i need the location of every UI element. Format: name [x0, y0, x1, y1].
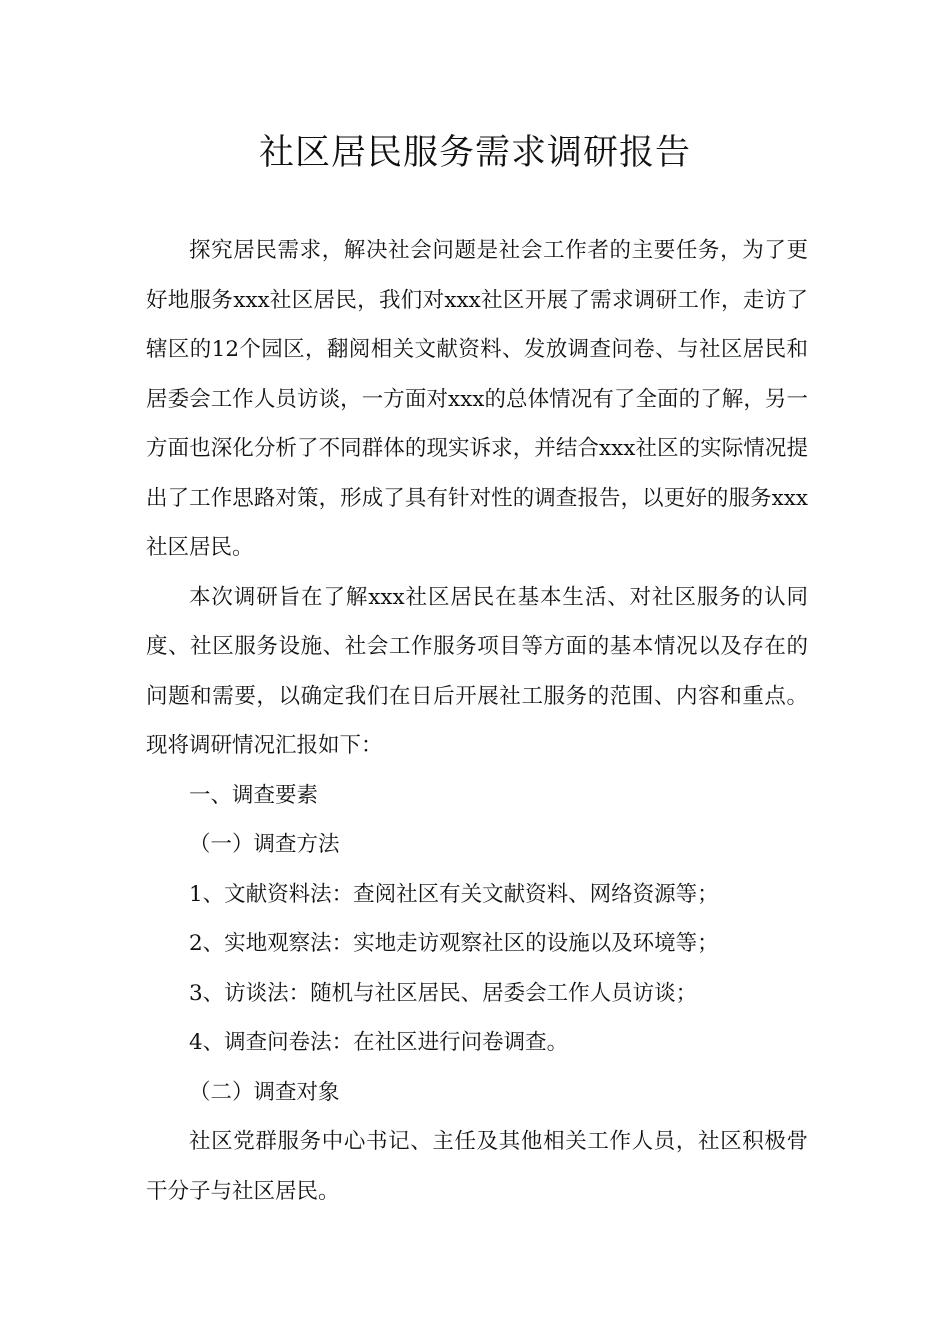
list-item-method-3: 3、访谈法：随机与社区居民、居委会工作人员访谈； — [189, 980, 698, 1006]
document-title: 社区居民服务需求调研报告 — [258, 133, 691, 173]
list-item-method-4: 4、调查问卷法：在社区进行问卷调查。 — [189, 1030, 569, 1055]
paragraph-subjects: 社区党群服务中心书记、主任及其他相关工作人员，社区积极骨干分子与社区居民。 — [146, 1129, 808, 1204]
section-heading-survey-elements: 一、调查要素 — [189, 782, 319, 808]
list-item-method-1: 1、文献资料法：查阅社区有关文献资料、网络资源等； — [189, 881, 719, 907]
subsection-heading-subjects: （二）调查对象 — [189, 1079, 340, 1105]
paragraph-intro: 探究居民需求，解决社会问题是社会工作者的主要任务，为了更好地服务xxx社区居民，我们对xxx社区开展了需求调研工作，走访了辖区的12个园区，翻阅相关文献资料、发放调查问卷、与社区居民和居委会工作人员访谈，一方面对xxx的总体情况有了全面的了解，另一方面也深化分析了不同群体的现实诉求，并结合xxx社区的实际情况提出了工作思路对策，形成了具有针对性的调查报告，以更好的服务xxx社区居民。 — [146, 238, 808, 560]
paragraph-purpose: 本次调研旨在了解xxx社区居民在基本生活、对社区服务的认同度、社区服务设施、社会工作服务项目等方面的基本情况以及存在的问题和需要，以确定我们在日后开展社工服务的范围、内容和重点。现将调研情况汇报如下： — [146, 584, 808, 758]
list-item-method-2: 2、实地观察法：实地走访观察社区的设施以及环境等； — [189, 931, 719, 956]
subsection-heading-methods: （一）调查方法 — [189, 832, 340, 857]
document-body — [146, 226, 808, 1216]
